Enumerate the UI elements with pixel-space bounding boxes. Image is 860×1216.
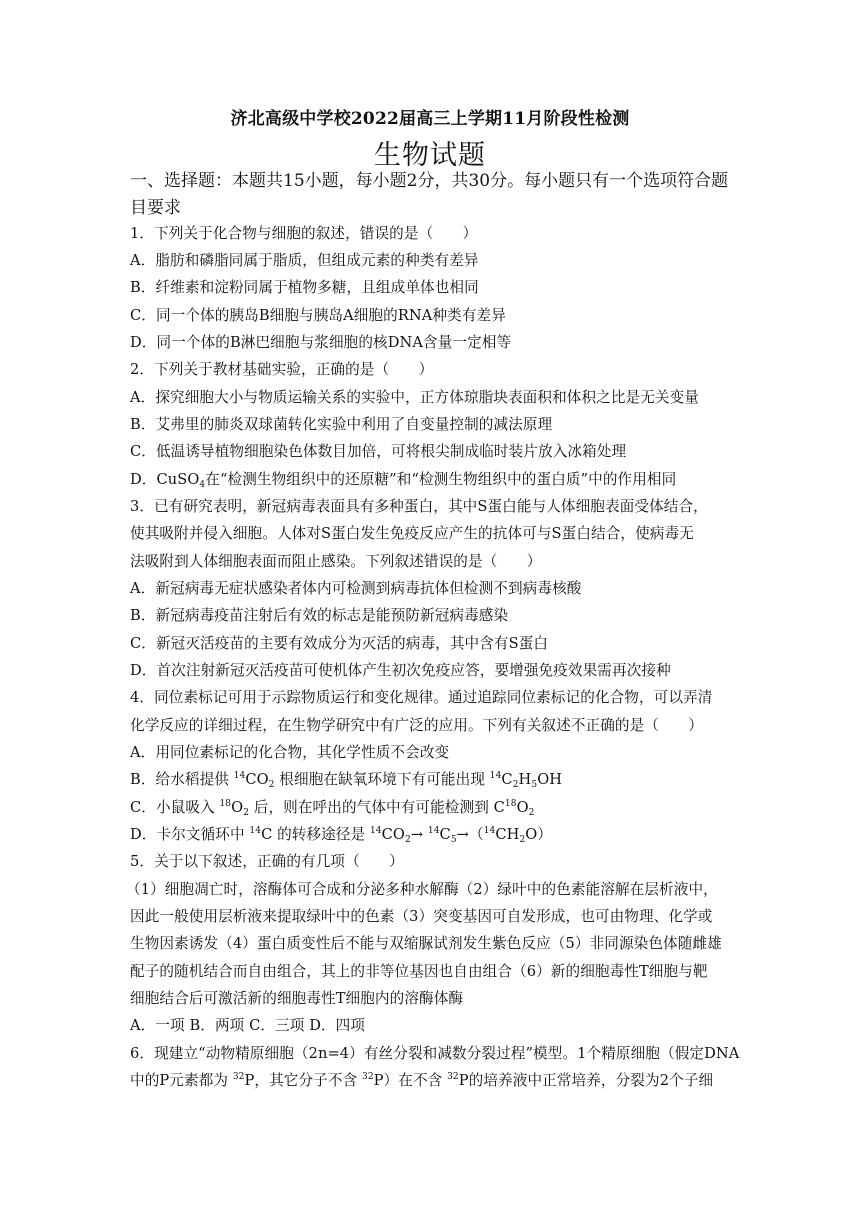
q4-option-d: D．卡尔文循环中 $^{14}$C 的转移途径是 $^{14}CO_2\to ^{14}C_5\to(^{14}CH_2O)$ <box>130 826 553 845</box>
q5-body-line2: 因此一般使用层析液来提取绿叶中的色素（3）突变基因可自发形成，也可由物理、化学或 <box>130 908 713 925</box>
section-heading: 一、选择题：本题共15小题，每小题2分，共30分。每小题只有一个选项符合题目要求 <box>130 171 729 218</box>
q3-option-d: D．首次注射新冠灭活疫苗可使机体产生初次免疫应答，要增强免疫效果需再次接种 <box>130 662 671 679</box>
q3-stem-line1: 3．已有研究表明，新冠病毒表面具有多种蛋白，其中S蛋白能与人体细胞表面受体结合， <box>130 498 708 515</box>
q1-option-b: B．纤维素和淀粉同属于植物多糖，且组成单体也相同 <box>130 279 479 296</box>
q6-stem-line2: 中的P元素都为 $^{32}$P，其它分子不含 $^{32}$P）在不含 $^{32}$P的培养液中正常培养，分裂为2个子细 <box>130 1072 714 1089</box>
q3-option-b: B．新冠病毒疫苗注射后有效的标志是能预防新冠病毒感染 <box>130 607 509 624</box>
q5-stem: 5．关于以下叙述，正确的有几项（ ） <box>130 853 404 870</box>
q5-body-line1: （1）细胞凋亡时，溶酶体可合成和分泌多种水解酶（2）绿叶中的色素能溶解在层析液中， <box>126 881 718 898</box>
q3-stem-line3: 法吸附到人体细胞表面而阻止感染。下列叙述错误的是（ ） <box>130 553 542 570</box>
q5-body-line3: 生物因素诱发（4）蛋白质变性后不能与双缩脲试剂发生紫色反应（5）非同源染色体随雌雄 <box>130 935 722 952</box>
q4-stem-line1: 4．同位素标记可用于示踪物质运行和变化规律。通过追踪同位素标记的化合物，可以弄清 <box>130 689 713 706</box>
q5-body-line5: 细胞结合后可激活新的细胞毒性T细胞内的溶酶体酶 <box>130 990 464 1007</box>
q2-option-c: C．低温诱导植物细胞染色体数目加倍，可将根尖制成临时装片放入冰箱处理 <box>130 443 627 460</box>
q2-stem: 2．下列关于教材基础实验，正确的是（ ） <box>130 361 434 378</box>
q5-body-line4: 配子的随机结合而自由组合，其上的非等位基因也自由组合（6）新的细胞毒性T细胞与靶 <box>130 963 708 980</box>
q4-option-a: A．用同位素标记的化合物，其化学性质不会改变 <box>130 744 450 761</box>
q6-stem-line1: 6．现建立“动物精原细胞（2n=4）有丝分裂和减数分裂过程”模型。1个精原细胞（假定DNA <box>130 1045 740 1062</box>
q3-stem-line2: 使其吸附并侵入细胞。人体对S蛋白发生免疫反应产生的抗体可与S蛋白结合，使病毒无 <box>130 525 694 542</box>
q5-options: A．一项 B．两项 C．三项 D．四项 <box>130 1017 366 1034</box>
q2-option-d: D．CuSO$_4$在“检测生物组织中的还原糖”和“检测生物组织中的蛋白质”中的作用相同 <box>130 471 677 490</box>
q4-option-c: C．小鼠吸入 $^{18}O_2$ 后，则在呼出的气体中有可能检测到 $C^{18}O_2$ <box>130 799 535 818</box>
q4-stem-line2: 化学反应的详细过程，在生物学研究中有广泛的应用。下列有关叙述不正确的是（ ） <box>130 717 704 734</box>
q4-option-b: B．给水稻提供 $^{14}CO_2$ 根细胞在缺氧环境下有可能出现 $^{14}C_2H_5OH$ <box>130 771 563 790</box>
q2-option-b: B．艾弗里的肺炎双球菌转化实验中利用了自变量控制的减法原理 <box>130 416 553 433</box>
q1-option-a: A．脂肪和磷脂同属于脂质，但组成元素的种类有差异 <box>130 252 479 269</box>
q1-stem: 1．下列关于化合物与细胞的叙述，错误的是（ ） <box>130 225 478 242</box>
q2-option-a: A．探究细胞大小与物质运输关系的实验中，正方体琼脂块表面积和体积之比是无关变量 <box>130 389 700 406</box>
q3-option-c: C．新冠灭活疫苗的主要有效成分为灭活的病毒，其中含有S蛋白 <box>130 635 549 652</box>
q1-option-d: D．同一个体的B淋巴细胞与浆细胞的核DNA含量一定相等 <box>130 334 512 351</box>
q3-option-a: A．新冠病毒无症状感染者体内可检测到病毒抗体但检测不到病毒核酸 <box>130 580 582 597</box>
q1-option-c: C．同一个体的胰岛B细胞与胰岛A细胞的RNA种类有差异 <box>130 307 506 324</box>
exam-header: 济北高级中学校2022届高三上学期11月阶段性检测 <box>230 109 630 129</box>
subject-title: 生物试题 <box>374 140 486 171</box>
